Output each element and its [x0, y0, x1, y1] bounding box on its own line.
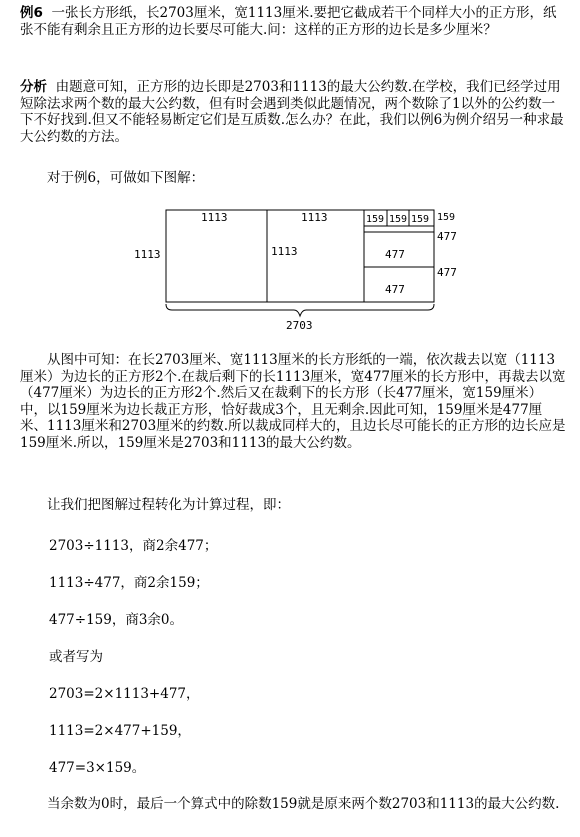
- analysis-label: 分析: [20, 79, 47, 95]
- small-square-label-3: 159: [411, 214, 430, 225]
- mid-label-2: 477: [385, 283, 405, 296]
- square2-label: 1113: [301, 211, 328, 224]
- conclusion-paragraph: 当余数为0时，最后一个算式中的除数159就是原来两个数2703和1113的最大公约数.: [47, 796, 560, 812]
- explanation-paragraph: 从图中可知：在长2703厘米、宽1113厘米的长方形纸的一端，依次裁去以宽（1113厘米）为边长的正方形2个.在裁后剩下的长1113厘米，宽477厘米的长方形中，再裁去以宽（477厘米）为边长的正方形2个.然后又在裁剩下的长方形（长477厘米，宽159厘米）中，以159厘米为边长裁正方形，恰好裁成3个，且无剩余.因此可知，159厘米是477厘米、1113厘米和2703厘米的约数.所以裁成同样大的，且边长尽可能长的正方形的边长应是159厘米.所以，159厘米是2703和1113的最大公约数。: [20, 352, 566, 451]
- example-paragraph: [20, 5, 568, 38]
- eq-line-3: 477=3×159。: [49, 760, 146, 776]
- bottom-label: 2703: [286, 319, 313, 332]
- calc-line-1: 2703÷1113，商2余477；: [49, 538, 218, 554]
- example-text: 一张长方形纸，长2703厘米，宽1113厘米.要把它截成若干个同样大小的正方形，纸张不能有剩余且正方形的边长要尽可能大.问：这样的正方形的边长是多少厘米？: [20, 5, 557, 38]
- diagram-intro: 对于例6，可做如下图解：: [47, 170, 205, 186]
- analysis-paragraph: [20, 79, 568, 145]
- right-label-1: 477: [437, 230, 457, 243]
- square1-label: 1113: [201, 211, 228, 224]
- or-write-text: 或者写为: [49, 649, 103, 665]
- small-square-label-1: 159: [366, 214, 385, 225]
- side-label: 1113: [134, 248, 161, 261]
- square2-inner-label: 1113: [271, 245, 298, 258]
- bottom-brace: [166, 304, 434, 316]
- calc-line-2: 1113÷477，商2余159；: [49, 575, 209, 591]
- right-label-2: 477: [437, 266, 457, 279]
- small-side-label: 159: [437, 212, 456, 223]
- calc-line-3: 477÷159，商3余0。: [49, 612, 184, 628]
- convert-text: 让我们把图解过程转化为计算过程，即：: [47, 497, 290, 513]
- example-label: 例6: [20, 5, 43, 21]
- eq-line-2: 1113=2×477+159，: [49, 723, 191, 739]
- analysis-text: 由题意可知，正方形的边长即是2703和1113的最大公约数.在学校，我们已经学过用短除法求两个数的最大公约数，但有时会遇到类似此题情况，两个数除了1以外的公约数一下不好找到.但又不能轻易断定它们是互质数.怎么办？在此，我们以例6为例介绍另一种求最大公约数的方法。: [20, 79, 564, 145]
- small-square-label-2: 159: [389, 214, 408, 225]
- eq-line-1: 2703=2×1113+477，: [49, 686, 200, 702]
- mid-label-1: 477: [385, 248, 405, 261]
- division-diagram: [0, 200, 580, 340]
